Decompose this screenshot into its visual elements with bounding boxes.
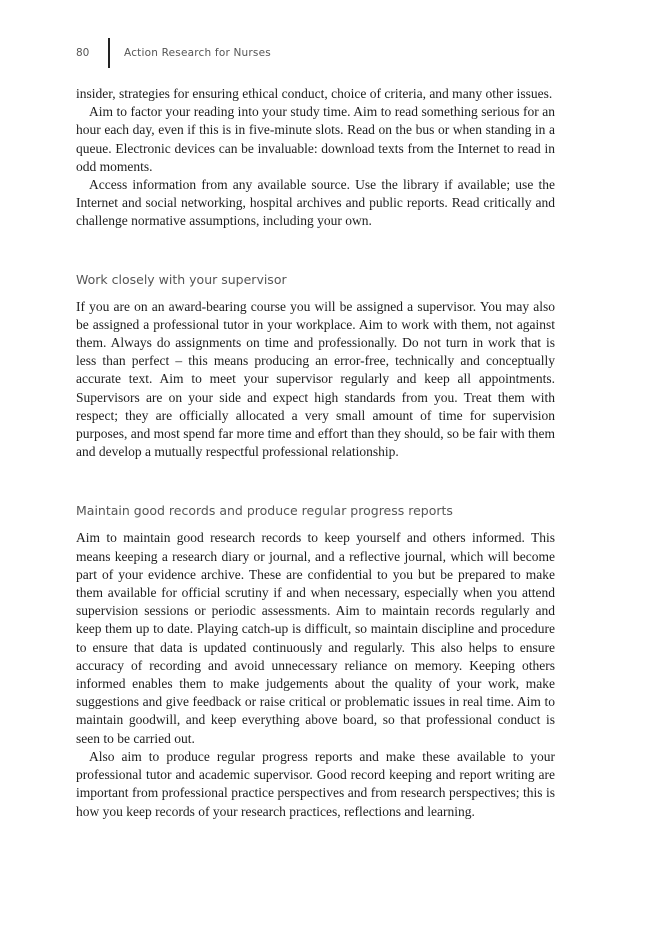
header-divider (108, 38, 110, 68)
section-heading: Work closely with your supervisor (76, 271, 287, 287)
body-paragraph: Access information from any available source. Use the library if available; use the Internet and social networking, hospital archives and public reports. Read critically and challenge normative assumptions, including your own. (76, 177, 555, 229)
running-title: Action Research for Nurses (124, 47, 271, 59)
body-paragraph: Aim to factor your reading into your study time. Aim to read something serious for an hour each day, even if this is in five-minute slots. Read on the bus or when standing in a queue. Electronic devices can be invaluable: download texts from the Internet to read in odd moments. (76, 104, 555, 174)
body-paragraph: Also aim to produce regular progress reports and make these available to your professional tutor and academic supervisor. Good record keeping and report writing are important from professional practice perspectives and from research perspectives; this is how you keep records of your research practices, reflections and learning. (76, 748, 555, 819)
section-records (76, 502, 555, 820)
section-heading: Maintain good records and produce regular progress reports (76, 503, 453, 519)
body-paragraph: Aim to maintain good research records to keep yourself and others informed. This means keeping a research diary or journal, and a reflective journal, which will become part of your evidence archive. These are confidential to you but be prepared to make them available for official scrutiny if and when necessary, especially when you attend supervision sessions or periodic assessments. Aim to maintain records regularly and keep them up to date. Playing catch-up is difficult, so maintain discipline and procedure to ensure that data is updated continuously and regularly. This also helps to ensure accuracy of recording and avoid unnecessary reliance on memory. Keeping others informed enables them to make judgements about the quality of your work, make suggestions and give feedback or raise critical or problematic issues in real time. Aim to maintain goodwill, and keep everything above board, so that professional conduct is seen to be carried out. (76, 530, 555, 746)
body-paragraph: insider, strategies for ensuring ethical conduct, choice of criteria, and many other issues. (76, 86, 553, 101)
section-supervisor (76, 271, 555, 462)
body-paragraph: If you are on an award-bearing course you will be assigned a supervisor. You may also be assigned a professional tutor in your workplace. Aim to work with them, not against them. Always do assignments on time and professionally. Do not turn in work that is less than perfect – this means producing an error-free, technically and conceptually accurate text. Aim to meet your supervisor regularly and keep all appointments. Supervisors are on your side and expect high standards from you. Treat them with respect; they are officially allocated a very small amount of time for supervision purposes, and most spend far more time and effort than they should, so be fair with them and develop a mutually respectful professional relationship. (76, 298, 555, 460)
intro-block (76, 85, 555, 231)
page-body (76, 85, 555, 821)
running-header (76, 38, 271, 68)
page-number: 80 (76, 47, 90, 59)
